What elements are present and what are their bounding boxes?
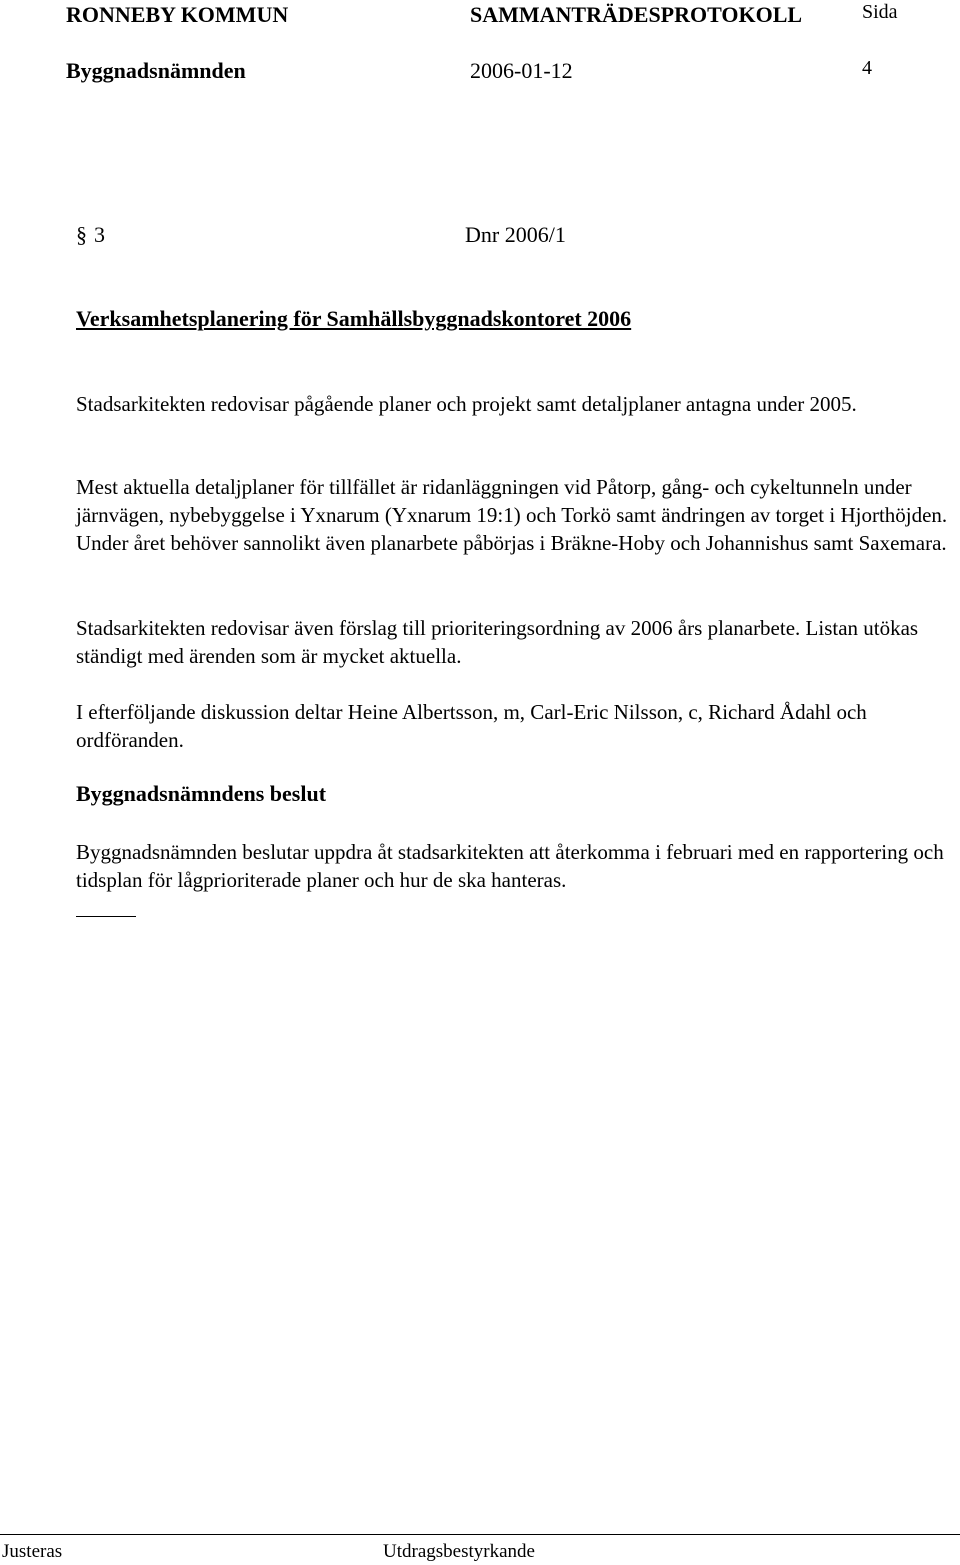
meeting-date: 2006-01-12: [470, 58, 573, 83]
board-name: Byggnadsnämnden: [66, 58, 246, 83]
decision-heading: Byggnadsnämndens beslut: [76, 781, 327, 806]
end-rule: [76, 916, 136, 917]
document-type: SAMMANTRÄDESPROTOKOLL: [470, 2, 803, 27]
page-label: Sida: [862, 1, 898, 23]
footer-divider: [0, 1534, 960, 1535]
dnr-reference: Dnr 2006/1: [465, 222, 566, 247]
item-title: Verksamhetsplanering för Samhällsbyggnadskontoret 2006: [76, 306, 632, 331]
paragraph-1: Stadsarkitekten redovisar pågående planer och projekt samt detaljplaner antagna under 2005.: [76, 392, 857, 416]
footer-justeras: Justeras: [2, 1541, 63, 1562]
item-number: 3: [94, 222, 105, 247]
paragraph-2: Mest aktuella detaljplaner för tillfället är ridanläggningen vid Påtorp, gång- och cykeltunneln under järnvägen, nybebyggelse i Yxnarum (Yxnarum 19:1) och Torkö samt ändringen av torget i Hjorthöjden. Under året behöver sannolikt även planarbete påbörjas i Bräkne-Hoby och Johannishus samt Saxemara.: [76, 475, 948, 555]
paragraph-3: Stadsarkitekten redovisar även förslag till prioriteringsordning av 2006 års planarbete. Listan utökas ständigt med ärenden som är mycket aktuella.: [76, 616, 919, 668]
footer-utdragsbestyrkande: Utdragsbestyrkande: [383, 1541, 535, 1562]
decision-text: Byggnadsnämnden beslutar uppdra åt stadsarkitekten att återkomma i februari med en rapportering och tidsplan för lågprioriterade planer och hur de ska hanteras.: [76, 840, 944, 892]
paragraph-4: I efterföljande diskussion deltar Heine Albertsson, m, Carl-Eric Nilsson, c, Richard Ådahl och ordföranden.: [76, 700, 867, 752]
municipality-name: RONNEBY KOMMUN: [66, 2, 289, 27]
page-number: 4: [862, 57, 872, 79]
section-symbol: §: [76, 222, 87, 247]
